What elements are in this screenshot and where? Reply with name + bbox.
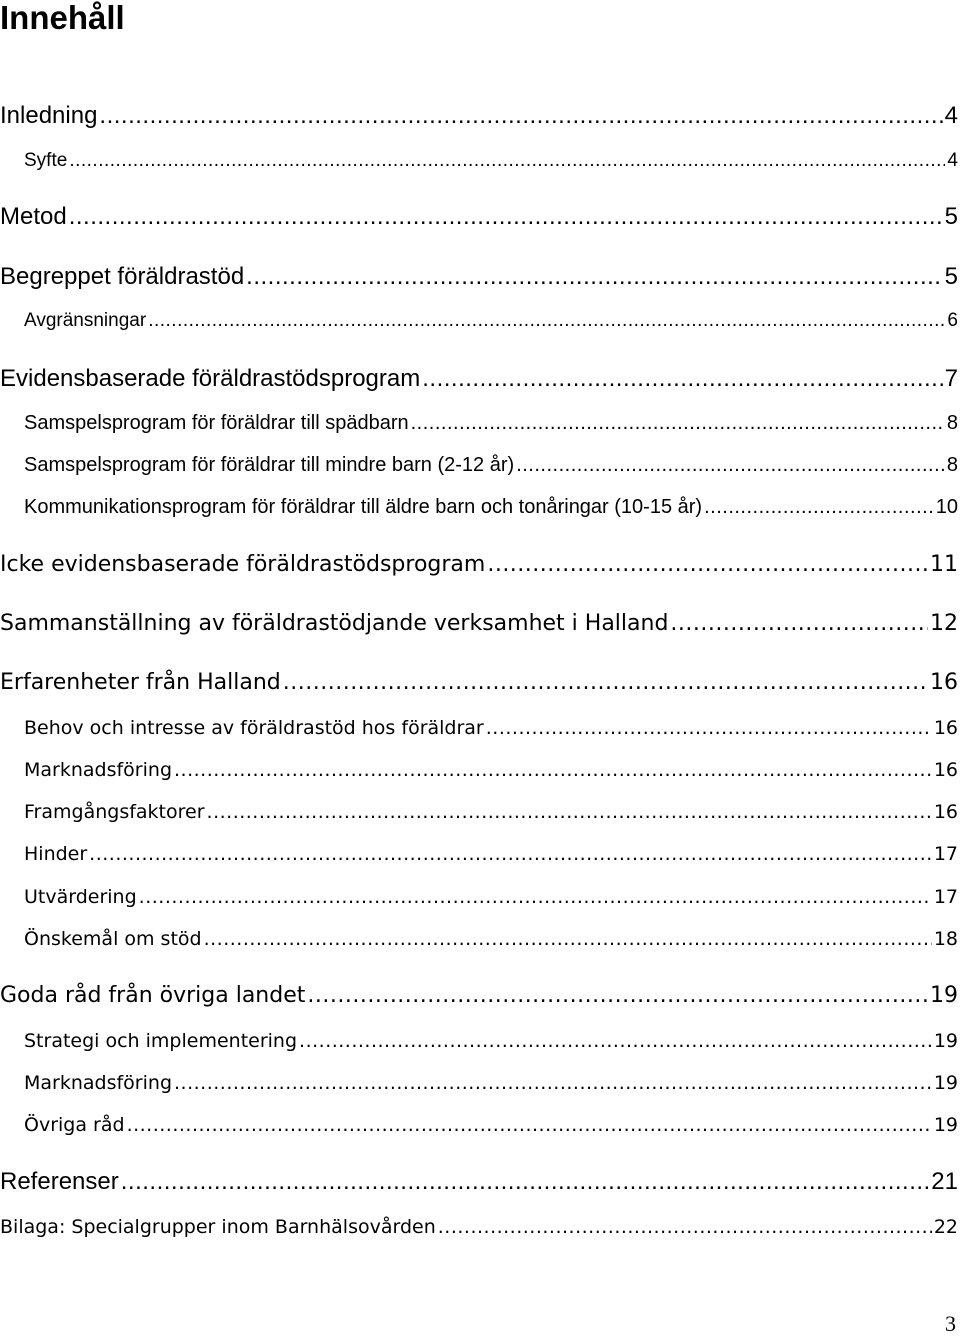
- toc-entry-label: Bilaga: Specialgrupper inom Barnhälsovården: [0, 1216, 436, 1238]
- toc-entry-label: Inledning: [0, 102, 98, 129]
- toc-entry-goda-rad[interactable]: [0, 981, 958, 1011]
- toc-entry-label: Syfte: [24, 150, 68, 171]
- toc-entry-evidensbaserade-program[interactable]: [0, 364, 958, 394]
- page-number: 3: [945, 1311, 956, 1336]
- toc-entry-avgransningar[interactable]: [24, 308, 958, 334]
- toc-entry-samspel-spadbarn[interactable]: [24, 410, 958, 436]
- toc-entry-referenser[interactable]: [0, 1167, 958, 1197]
- toc-entry-syfte[interactable]: [24, 148, 958, 174]
- toc-leader-dots: [69, 148, 945, 174]
- toc-entry-page: 16: [933, 717, 958, 739]
- toc-entry-label: Framgångsfaktorer: [24, 801, 205, 823]
- toc-entry-icke-evidensbaserade[interactable]: [0, 550, 958, 580]
- toc-entry-page: 8: [946, 412, 958, 434]
- toc-leader-dots: [487, 550, 928, 580]
- toc-leader-dots: [174, 757, 932, 783]
- toc-entry-page: 16: [930, 670, 958, 695]
- toc-leader-dots: [299, 1028, 932, 1054]
- toc-entry-label: Goda råd från övriga landet: [0, 983, 306, 1008]
- toc-leader-dots: [121, 1167, 930, 1197]
- toc-entry-label: Referenser: [0, 1168, 119, 1195]
- toc-entry-page: 17: [933, 843, 958, 865]
- toc-leader-dots: [411, 410, 945, 436]
- toc-entry-bilaga[interactable]: [0, 1214, 958, 1240]
- toc-entry-page: 16: [933, 759, 958, 781]
- toc-entry-page: 19: [930, 983, 958, 1008]
- toc-entry-label: Metod: [0, 203, 67, 230]
- toc-entry-page: 19: [933, 1072, 958, 1094]
- toc-entry-label: Behov och intresse av föräldrastöd hos föräldrar: [24, 717, 484, 739]
- toc-leader-dots: [89, 841, 932, 867]
- toc-entry-page: 4: [944, 102, 958, 129]
- toc-leader-dots: [516, 452, 945, 478]
- toc-entry-framgangsfaktorer[interactable]: [24, 799, 958, 825]
- toc-entry-page: 8: [946, 454, 958, 476]
- toc-leader-dots: [127, 1112, 932, 1138]
- toc-entry-behov-intresse[interactable]: [24, 715, 958, 741]
- toc-leader-dots: [204, 926, 932, 952]
- toc-entry-label: Marknadsföring: [24, 1072, 173, 1094]
- toc-entry-page: 17: [933, 886, 958, 908]
- toc-entry-page: 16: [933, 801, 958, 823]
- toc-leader-dots: [438, 1214, 932, 1240]
- toc-entry-metod[interactable]: [0, 202, 958, 232]
- toc-entry-sammanstallning[interactable]: [0, 609, 958, 639]
- toc-entry-label: Utvärdering: [24, 886, 137, 908]
- toc-entry-page: 5: [944, 263, 958, 290]
- toc-leader-dots: [283, 668, 928, 698]
- page-title: Innehåll: [0, 0, 125, 36]
- toc-entry-label: Hinder: [24, 843, 88, 865]
- toc-entry-page: 6: [947, 310, 958, 331]
- toc-entry-page: 5: [944, 203, 958, 230]
- toc-entry-marknadsforing-landet[interactable]: [24, 1070, 958, 1096]
- toc-leader-dots: [422, 364, 942, 394]
- toc-entry-label: Evidensbaserade föräldrastödsprogram: [0, 365, 421, 392]
- toc-leader-dots: [99, 101, 942, 131]
- toc-entry-label: Erfarenheter från Halland: [0, 670, 281, 695]
- toc-entry-label: Begreppet föräldrastöd: [0, 263, 245, 290]
- toc-entry-label: Marknadsföring: [24, 759, 173, 781]
- toc-entry-erfarenheter-halland[interactable]: [0, 668, 958, 698]
- toc-entry-page: 4: [947, 150, 958, 171]
- toc-entry-samspel-mindre-barn[interactable]: [24, 452, 958, 478]
- toc-leader-dots: [670, 609, 928, 639]
- toc-entry-page: 18: [933, 928, 958, 950]
- toc-entry-utvardering[interactable]: [24, 884, 958, 910]
- toc-entry-marknadsforing-halland[interactable]: [24, 757, 958, 783]
- toc-entry-page: 12: [930, 611, 958, 636]
- toc-entry-label: Samspelsprogram för föräldrar till spädbarn: [24, 412, 409, 434]
- toc-leader-dots: [174, 1070, 932, 1096]
- toc-leader-dots: [704, 494, 934, 520]
- toc-entry-ovriga-rad[interactable]: [24, 1112, 958, 1138]
- toc-entry-label: Avgränsningar: [24, 310, 147, 331]
- toc-entry-page: 19: [933, 1030, 958, 1052]
- toc-entry-label: Kommunikationsprogram för föräldrar till äldre barn och tonåringar (10-15 år): [24, 496, 703, 518]
- toc-leader-dots: [139, 884, 932, 910]
- toc-entry-label: Sammanställning av föräldrastödjande verksamhet i Halland: [0, 611, 669, 636]
- toc-entry-begreppet-foraldrastod[interactable]: [0, 262, 958, 292]
- toc-entry-hinder[interactable]: [24, 841, 958, 867]
- toc-entry-label: Strategi och implementering: [24, 1030, 298, 1052]
- toc-entry-page: 10: [935, 496, 958, 518]
- toc-entry-page: 11: [930, 552, 958, 577]
- toc-entry-page: 7: [944, 365, 958, 392]
- toc-entry-page: 19: [933, 1114, 958, 1136]
- toc-leader-dots: [486, 715, 932, 741]
- toc-entry-page: 21: [931, 1168, 958, 1195]
- toc-leader-dots: [246, 262, 942, 292]
- toc-entry-label: Önskemål om stöd: [24, 928, 202, 950]
- toc-entry-label: Icke evidensbaserade föräldrastödsprogram: [0, 552, 486, 577]
- toc-entry-label: Samspelsprogram för föräldrar till mindre barn (2-12 år): [24, 454, 515, 476]
- toc-entry-inledning[interactable]: [0, 101, 958, 131]
- toc-entry-strategi-implementering[interactable]: [24, 1028, 958, 1054]
- toc-leader-dots: [148, 308, 945, 334]
- toc-entry-label: Övriga råd: [24, 1114, 125, 1136]
- toc-leader-dots: [307, 981, 928, 1011]
- toc-entry-onskemal-om-stod[interactable]: [24, 926, 958, 952]
- toc-entry-kommunikationsprogram[interactable]: [24, 494, 958, 520]
- toc-entry-page: 22: [933, 1216, 958, 1238]
- toc-leader-dots: [69, 202, 943, 232]
- toc-leader-dots: [207, 799, 932, 825]
